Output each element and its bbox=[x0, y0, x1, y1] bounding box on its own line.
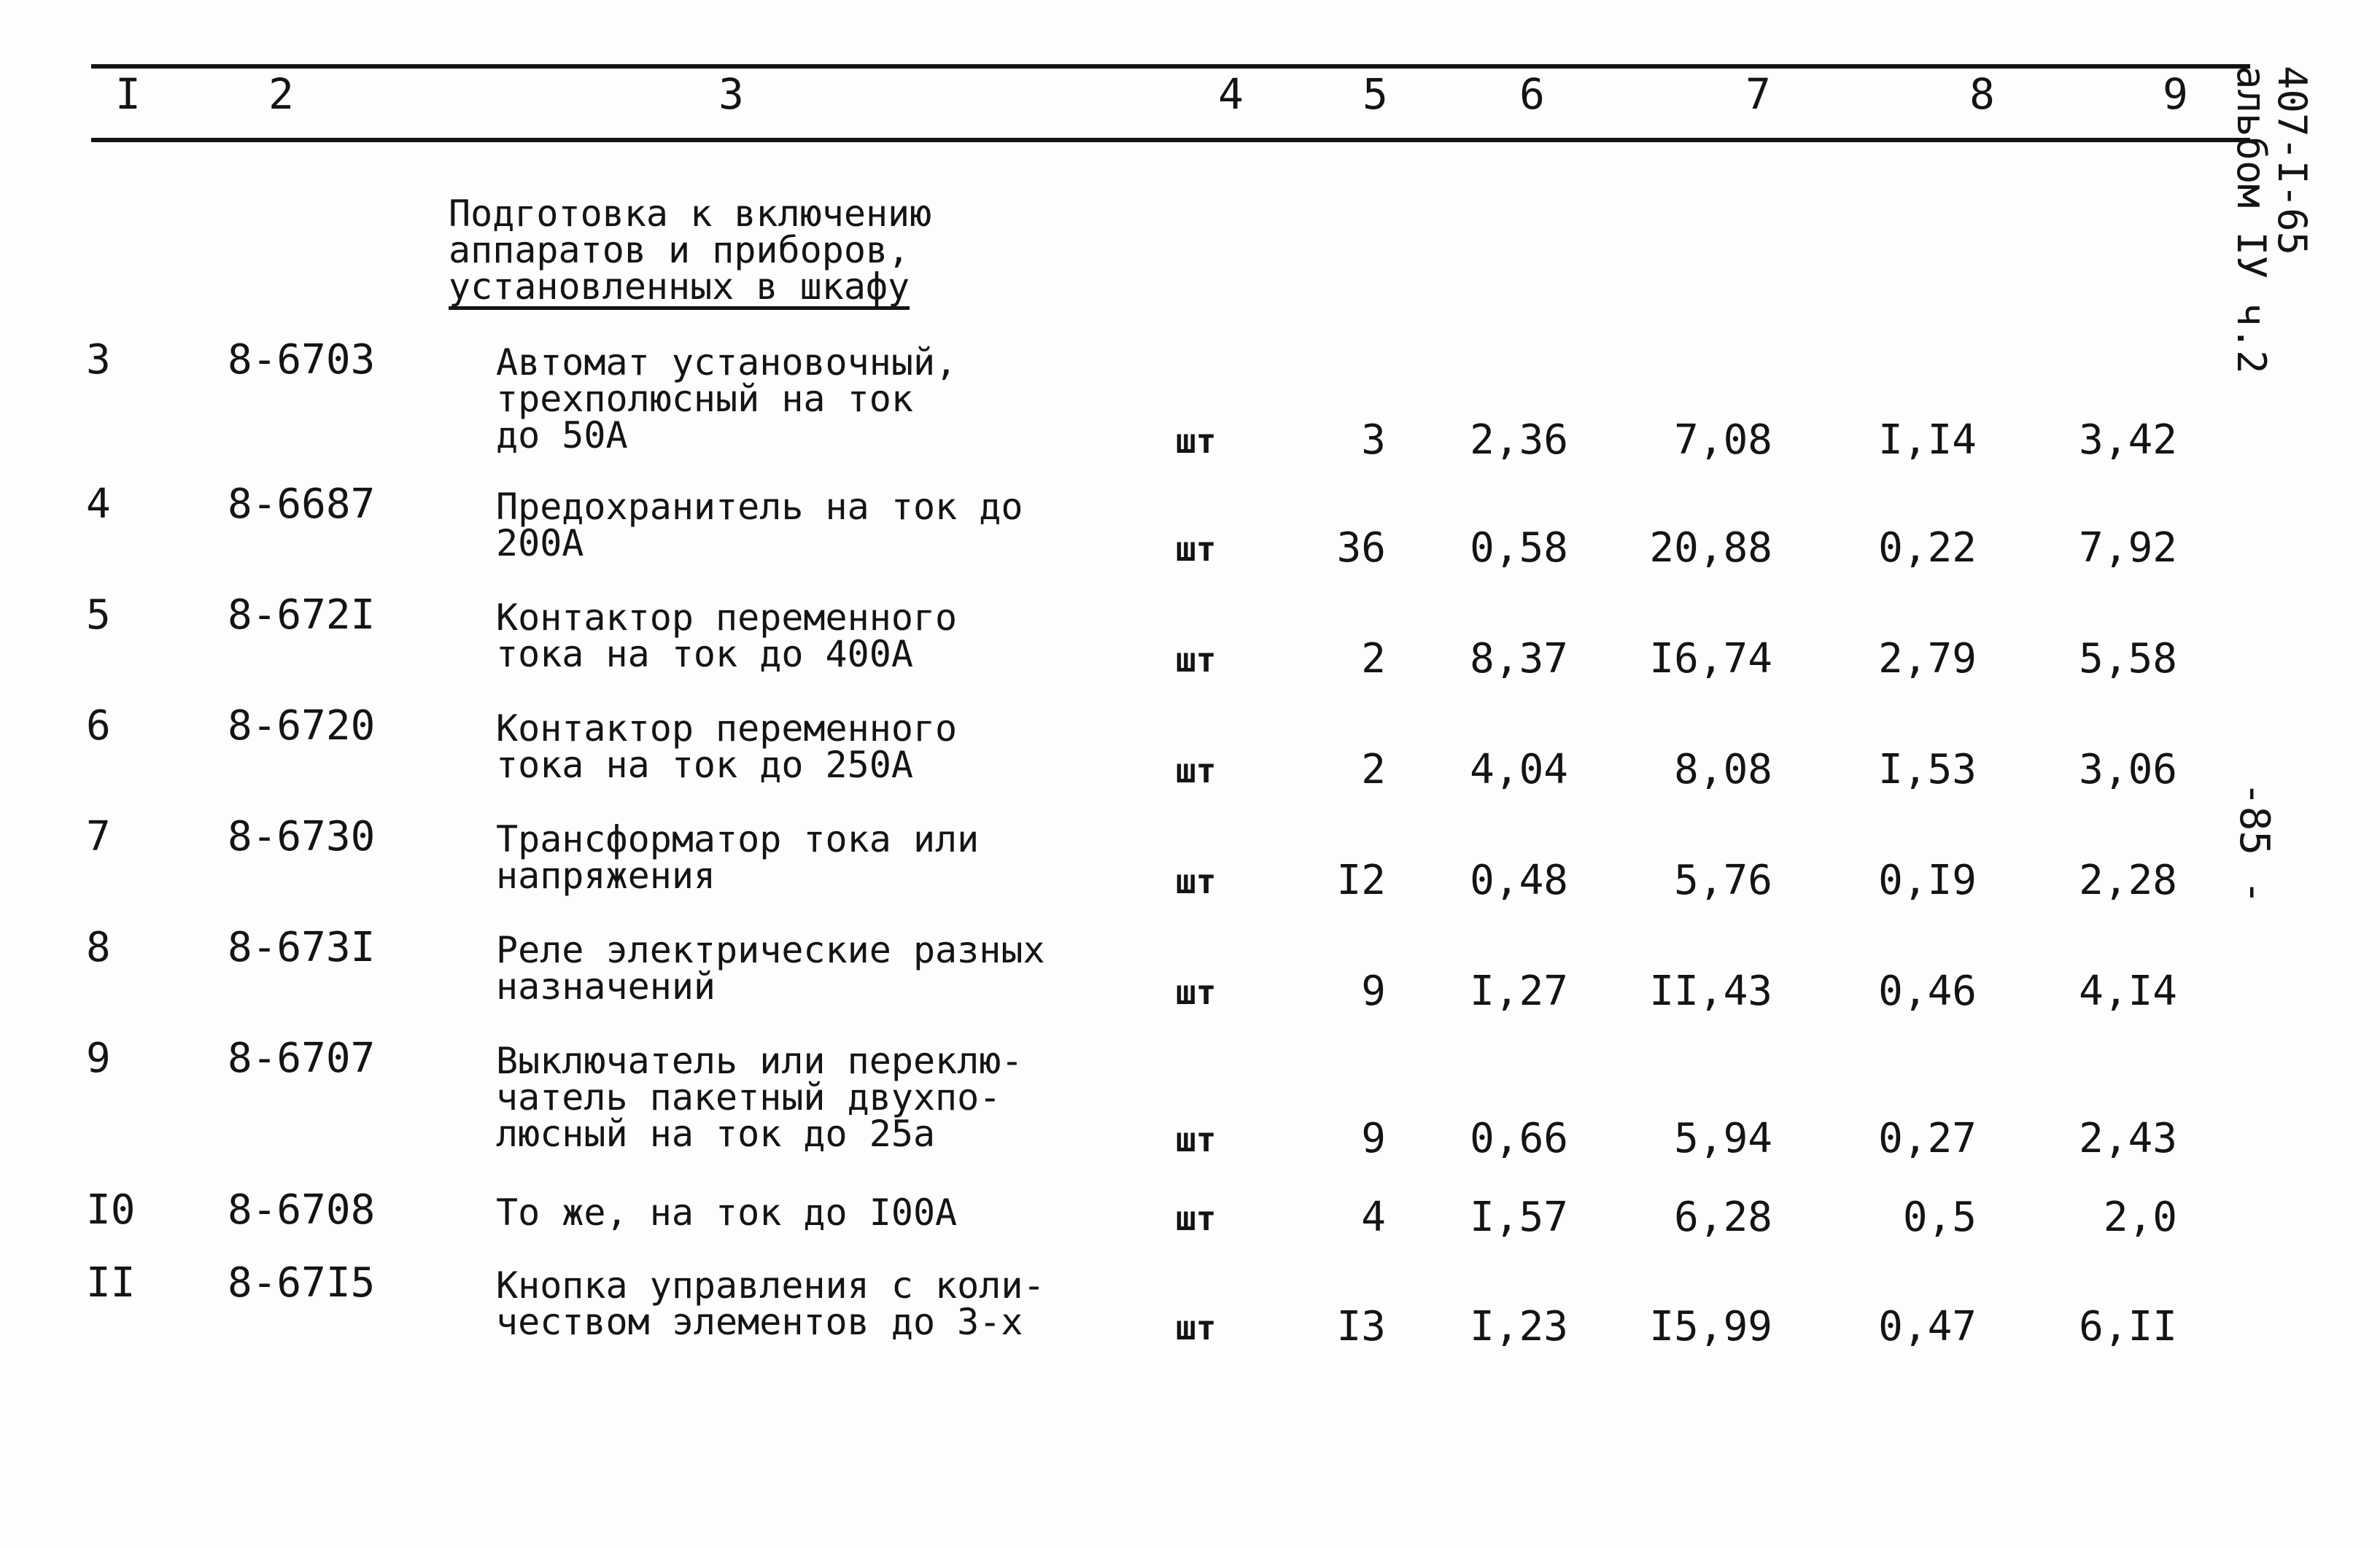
cell-c9: 3,42 bbox=[2079, 416, 2177, 464]
document-code-label bbox=[2228, 66, 2315, 386]
cell-qty: 2 bbox=[1361, 746, 1386, 793]
cell-c6: 0,58 bbox=[1470, 524, 1568, 572]
description-line: Предохранитель на ток до bbox=[496, 486, 1023, 528]
cell-unit: шт bbox=[1176, 751, 1217, 790]
cell-unit: шт bbox=[1176, 862, 1217, 901]
cell-c8: 0,22 bbox=[1878, 524, 1977, 572]
description-line: напряжения bbox=[496, 855, 716, 897]
cell-c9: 2,28 bbox=[2079, 857, 2177, 904]
description-line: Кнопка управления с коли- bbox=[496, 1264, 1045, 1307]
cell-description bbox=[496, 486, 1023, 564]
cell-c6: 8,37 bbox=[1470, 635, 1568, 682]
cell-unit: шт bbox=[1176, 640, 1217, 680]
column-header-6: 6 bbox=[1519, 69, 1545, 119]
cell-qty: 4 bbox=[1361, 1194, 1386, 1241]
cell-unit: шт bbox=[1176, 1199, 1217, 1238]
cell-code: 8-6707 bbox=[228, 1035, 376, 1082]
page-number: -85 - bbox=[2230, 782, 2278, 905]
cell-code: 8-673I bbox=[228, 924, 376, 971]
description-line: назначений bbox=[496, 965, 716, 1008]
album-part: альбом IУ ч.2 bbox=[2228, 66, 2274, 374]
column-header-8: 8 bbox=[1969, 69, 1995, 119]
cell-c8: 0,46 bbox=[1878, 968, 1977, 1015]
cell-c9: 2,0 bbox=[2103, 1194, 2177, 1241]
description-line: Выключатель или переклю- bbox=[496, 1040, 1023, 1082]
cell-c8: 0,27 bbox=[1878, 1115, 1977, 1162]
cell-unit: шт bbox=[1176, 973, 1217, 1012]
cell-c8: 2,79 bbox=[1878, 635, 1977, 682]
cell-c6: 4,04 bbox=[1470, 746, 1568, 793]
cell-c7: 20,88 bbox=[1649, 524, 1772, 572]
column-header-2: 2 bbox=[268, 69, 294, 119]
cell-num: 7 bbox=[86, 813, 111, 860]
column-header-5: 5 bbox=[1363, 69, 1388, 119]
cell-description bbox=[496, 929, 1045, 1008]
section-title-line: аппаратов и приборов, bbox=[449, 229, 910, 271]
cell-c7: 7,08 bbox=[1674, 416, 1772, 464]
cell-c7: 5,76 bbox=[1674, 857, 1772, 904]
cell-c9: 6,II bbox=[2079, 1303, 2177, 1350]
cell-c9: 5,58 bbox=[2079, 635, 2177, 682]
cell-num: 6 bbox=[86, 702, 111, 750]
cell-unit: шт bbox=[1176, 1308, 1217, 1347]
cell-description bbox=[496, 1191, 958, 1234]
cell-description bbox=[496, 1264, 1045, 1343]
cell-c6: I,23 bbox=[1470, 1303, 1568, 1350]
description-line: Реле электрические разных bbox=[496, 929, 1045, 971]
section-title-line: установленных в шкафу bbox=[449, 268, 910, 310]
header-top-rule bbox=[91, 64, 2250, 69]
cell-c8: 0,I9 bbox=[1878, 857, 1977, 904]
cell-num: I0 bbox=[86, 1186, 136, 1234]
cell-c6: 2,36 bbox=[1470, 416, 1568, 464]
cell-description bbox=[496, 1040, 1023, 1155]
cell-unit: шт bbox=[1176, 1120, 1217, 1159]
column-header-7: 7 bbox=[1745, 69, 1771, 119]
column-header-9: 9 bbox=[2163, 69, 2188, 119]
cell-c8: 0,47 bbox=[1878, 1303, 1977, 1350]
cell-c6: I,27 bbox=[1470, 968, 1568, 1015]
cell-c6: 0,48 bbox=[1470, 857, 1568, 904]
cell-qty: 36 bbox=[1336, 524, 1386, 572]
cell-qty: 2 bbox=[1361, 635, 1386, 682]
header-bottom-rule bbox=[91, 138, 2250, 142]
cell-description bbox=[496, 707, 958, 786]
cell-num: 9 bbox=[86, 1035, 111, 1082]
description-line: люсный на ток до 25а bbox=[496, 1113, 936, 1155]
cell-c7: 8,08 bbox=[1674, 746, 1772, 793]
cell-num: II bbox=[86, 1259, 136, 1307]
cell-c7: I5,99 bbox=[1649, 1303, 1772, 1350]
cell-c9: 7,92 bbox=[2079, 524, 2177, 572]
cell-c8: I,53 bbox=[1878, 746, 1977, 793]
description-line: тока на ток до 250А bbox=[496, 744, 913, 786]
cell-c7: 5,94 bbox=[1674, 1115, 1772, 1162]
description-line: тока на ток до 400А bbox=[496, 633, 913, 675]
cell-unit: шт bbox=[1176, 529, 1217, 569]
description-line: Контактор переменного bbox=[496, 596, 958, 639]
cell-description bbox=[496, 341, 958, 456]
cell-code: 8-67I5 bbox=[228, 1259, 376, 1307]
cell-qty: I3 bbox=[1336, 1303, 1386, 1350]
description-line: до 50А bbox=[496, 414, 628, 456]
column-header-1: I bbox=[115, 69, 141, 119]
cell-description bbox=[496, 818, 980, 897]
cell-unit: шт bbox=[1176, 421, 1217, 461]
cell-code: 8-6687 bbox=[228, 481, 376, 528]
cell-code: 8-6708 bbox=[228, 1186, 376, 1234]
cell-code: 8-672I bbox=[228, 591, 376, 639]
cell-num: 8 bbox=[86, 924, 111, 971]
document-code: 407-I-65 bbox=[2269, 66, 2315, 256]
cell-c6: I,57 bbox=[1470, 1194, 1568, 1241]
cell-c8: I,I4 bbox=[1878, 416, 1977, 464]
section-title bbox=[449, 192, 932, 310]
cell-qty: 9 bbox=[1361, 968, 1386, 1015]
cell-num: 3 bbox=[86, 336, 111, 384]
cell-c8: 0,5 bbox=[1902, 1194, 1977, 1241]
cell-c9: 3,06 bbox=[2079, 746, 2177, 793]
description-line: 200А bbox=[496, 522, 584, 564]
cell-c9: 4,I4 bbox=[2079, 968, 2177, 1015]
section-title-line: Подготовка к включению bbox=[449, 192, 932, 235]
cell-code: 8-6703 bbox=[228, 336, 376, 384]
cell-code: 8-6730 bbox=[228, 813, 376, 860]
description-line: Автомат установочный, bbox=[496, 341, 958, 384]
cell-c7: II,43 bbox=[1649, 968, 1772, 1015]
description-line: Контактор переменного bbox=[496, 707, 958, 750]
column-header-4: 4 bbox=[1218, 69, 1244, 119]
cell-c7: 6,28 bbox=[1674, 1194, 1772, 1241]
cell-code: 8-6720 bbox=[228, 702, 376, 750]
description-line: Трансформатор тока или bbox=[496, 818, 980, 860]
cell-qty: 3 bbox=[1361, 416, 1386, 464]
cell-num: 4 bbox=[86, 481, 111, 528]
column-header-3: 3 bbox=[718, 69, 744, 119]
cell-c9: 2,43 bbox=[2079, 1115, 2177, 1162]
description-line: чатель пакетный двухпо- bbox=[496, 1076, 1001, 1119]
cell-num: 5 bbox=[86, 591, 111, 639]
cell-qty: I2 bbox=[1336, 857, 1386, 904]
cell-c6: 0,66 bbox=[1470, 1115, 1568, 1162]
description-line: То же, на ток до I00А bbox=[496, 1191, 958, 1234]
description-line: чеством элементов до 3-х bbox=[496, 1301, 1023, 1343]
cell-qty: 9 bbox=[1361, 1115, 1386, 1162]
cell-description bbox=[496, 596, 958, 675]
description-line: трехполюсный на ток bbox=[496, 378, 913, 420]
cell-c7: I6,74 bbox=[1649, 635, 1772, 682]
